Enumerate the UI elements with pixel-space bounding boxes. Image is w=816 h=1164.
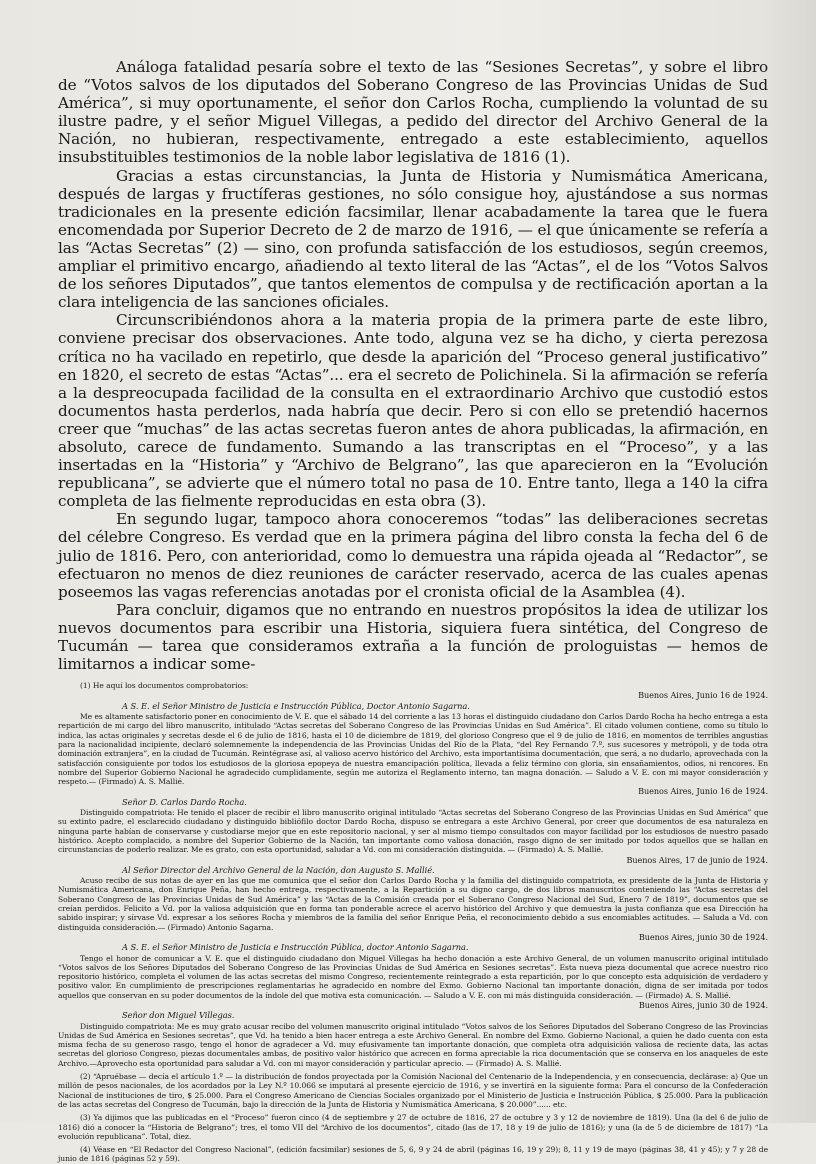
letter-date: Buenos Aires, 17 de junio de 1924. xyxy=(626,854,768,865)
letter-body: Distinguido compatriota: Me es muy grato acusar recibo del volumen manuscrito original intitulado “Votos salvos de los Señores Diputados del Soberano Congreso de las Provincias Unidas de Sud América en Sesiones secretas”, que Vd. ha tenido a bien hacer entrega a este Archivo General. En nombre del Exmo. Gobierno Nacional, a quien he dado cuenta con esta misma fecha de su generoso rasgo, tengo el honor de agradecer a Vd. muy efusivamente tan importante donación, que completa otra adquisición valiosa de reciente data, las actas secretas del glorioso Congreso, piezas documentales ambas, de positivo valor histórico que acrecen en forma apreciable la rica documentación que se conserva en los anaqueles de este Archivo.—Aprovecho esta oportunidad para saludar a Vd. con mi mayor consideración y particular aprecio. — (Firmado) A. S. Mallié. xyxy=(58,1021,768,1068)
letter xyxy=(58,1001,768,1068)
letter-address: Señor D. Carlos Dardo Rocha. xyxy=(122,796,247,807)
footnote: (4) Véase en “El Redactor del Congreso Nacional”, (edición facsimilar) sesiones de 5, 6, 9 y 24 de abril (páginas 16, 19 y 29); 8, 11 y 19 de mayo (páginas 38, 41 y 45); y 7 y 28 de junio de 1816 (páginas 52 y 59). xyxy=(58,1145,768,1164)
paragraph: Para concluir, digamos que no entrando en nuestros propósitos la idea de utilizar los nuevos documentos para escribir una Historia, siquiera fuera sintética, del Congreso de Tucumán — tarea que consideramos extraña a la función de prologuistas — hemos de limitarnos a indicar some- xyxy=(58,600,768,674)
letter xyxy=(58,856,768,932)
letter-address: A S. E. el Señor Ministro de Justicia e Instrucción Pública, doctor Antonio Sagarna. xyxy=(122,942,469,953)
paragraph: Circunscribiéndonos ahora a la materia propia de la primera parte de este libro, conviene precisar dos observaciones. Ante todo, alguna vez se ha dicho, y cierta perezosa crítica no ha vacilado en repetirlo, que desde la aparición del “Proceso general justificativo” en 1820, el secreto de estas “Actas”... era el secreto de Polichinela. Si la afirmación se refería a la despreocupada facilidad de la consulta en el extraordinario Archivo que custodió estos documentos hasta perderlos, nada habría que decir. Pero si con ello se pretendió hacernos creer que “muchas” de las actas secretas fueron antes de ahora publicadas, la afirmación, en absoluto, carece de fundamento. Sumando a las transcriptas en el “Proceso”, y a las insertadas en la “Historia” y “Archivo de Belgrano”, las que aparecieron en la “Evolución republicana”, se advierte que el número total no pasa de 10. Entre tanto, llega a 140 la cifra completa de las fielmente reproducidas en esta obra (3). xyxy=(58,311,768,511)
letter-address: A S. E. el Señor Ministro de Justicia e Instrucción Pública, Doctor Antonio Sagarna. xyxy=(122,700,470,711)
letter xyxy=(58,787,768,854)
letter-address: Al Señor Director del Archivo General de la Nación, don Augusto S. Mallié. xyxy=(122,864,435,875)
letter-date: Buenos Aires, Junio 16 de 1924. xyxy=(638,786,768,797)
letter xyxy=(58,691,768,786)
main-text xyxy=(58,58,768,673)
letter-date: Buenos Aires, junio 30 de 1924. xyxy=(638,931,768,942)
footnote: (2) “Apruébase — decía el artículo 1.º — la distribución de fondos proyectada por la Comisión Nacional del Centenario de la Independencia, y en consecuencia, declárase: a) Que un millón de pesos nacionales, de los acordados por la Ley N.º 10.066 se imputará al presente ejercicio de 1916, y se invertirá en la siguiente forma: Para el concurso de la Confederación Nacional de instituciones de tiro, $ 25.000. Para el Congreso Americano de Ciencias Sociales organizado por el Ministerio de Justicia e Instrucción Pública, $ 25.000. Para la publicación de las actas secretas del Congreso de Tucumán, bajo la dirección de la Junta de Historia y Numismática Americana, $ 20.000”...... etc. xyxy=(58,1072,768,1109)
footnote-intro: (1) He aquí los documentos comprobatorios: xyxy=(80,681,249,691)
paragraph: Análoga fatalidad pesaría sobre el texto de las “Sesiones Secretas”, y sobre el libro de “Votos salvos de los diputados del Soberano Congreso de las Provincias Unidas de Sud América”, si muy oportunamente, el señor don Carlos Rocha, cumpliendo la voluntad de su ilustre padre, y el señor Miguel Villegas, a pedido del director del Archivo General de la Nación, no hubieran, respectivamente, entregado a este establecimiento, aquellos insubstituibles testimonios de la noble labor legislativa de 1816 (1). xyxy=(58,58,768,167)
letter-body: Acuso recibo de sus notas de ayer en las que me comunica que el señor don Carlos Dardo Rocha y la familia del distinguido compatriota, ex presidente de la Junta de Historia y Numismática Americana, don Enrique Peña, han hecho entrega, respectivamente, a la Repartición a su digno cargo, de dos libros manuscritos conteniendo las “Actas secretas del Soberano Congreso de las Provincias Unidas de Sud América” y las “Actas de la Comisión creada por el Soberano Congreso Nacional del Sud, Enero 7 de 1819”, documentos que se creían perdidos. Felicito a Vd. por la valiosa adquisición que en forma tan ponderable acrece el acervo histórico del Archivo y que demuestra la justa confianza que esa Dirección ha sabido inspirar; y sírvase Vd. expresar a los señores Rocha y miembros de la familia del señor Enrique Peña, el reconocimiento debido a sus encomiables actitudes. — Saluda a Vd. con distinguida consideración.— (Firmado) Antonio Sagarna. xyxy=(58,876,768,932)
letter-address: Señor don Miguel Villegas. xyxy=(122,1010,235,1021)
letter-body: Me es altamente satisfactorio poner en conocimiento de V. E. que el sábado 14 del corriente a las 13 horas el distinguido ciudadano don Carlos Dardo Rocha ha hecho entrega a esta repartición de mi cargo del libro manuscrito, intitulado “Actas secretas del Soberano Congreso de las Provincias Unidas en Sud América”. El citado volumen contiene, como su título lo indica, las actas originales y secretas desde el 6 de julio de 1816, hasta el 10 de diciembre de 1819, del glorioso Congreso que el 9 de julio de 1816, en momentos de terribles angustias para la nacionalidad incipiente, declaró solemnemente la independencia de las Provincias Unidas del Río de la Plata, “del Rey Fernando 7.º, sus sucesores y metrópoli, y de toda otra dominación extranjera”, en la ciudad de Tucumán. Reintégrase así, al valioso acervo histórico del Archivo, esta importantísima documentación, que será, a no dudarlo, aprovechada con la satisfacción consiguiente por todos los estudiosos de la gloriosa epopeya de nuestra emancipación política, llevada a feliz término con gloria, sin ensañamientos, odios, ni rencores. En nombre del Superior Gobierno Nacional he agradecido cumplidamente, según me autoriza el Reglamento interno, tan magna donación. — Saludo a V. E. con mi mayor consideración y respeto.— (Firmado) A. S. Mallié. xyxy=(58,712,768,787)
footnotes xyxy=(58,681,768,1164)
paragraph: En segundo lugar, tampoco ahora conoceremos “todas” las deliberaciones secretas del célebre Congreso. Es verdad que en la primera página del libro consta la fecha del 6 de julio de 1816. Pero, con anterioridad, como lo demuestra una rápida ojeada al “Redactor”, se efectuaron no menos de diez reuniones de carácter reservado, acerca de las cuales apenas poseemos las vagas referencias anotadas por el cronista oficial de la Asamblea (4). xyxy=(58,510,768,601)
letter-body: Tengo el honor de comunicar a V. E. que el distinguido ciudadano don Miguel Villegas ha hecho donación a este Archivo General, de un volumen manuscrito original intitulado “Votos salvos de los Señores Diputados del Soberano Congreso de las Provincias Unidas de Sud América en Sesiones secretas”. Esta nueva pieza documental que acrece nuestro rico repositorio histórico, completa el volumen de las actas secretas del mismo Congreso, recientemente reintegrado a esta repartición, por lo que concepto esta adquisición de verdadero y positivo valor. En cumplimiento de prescripciones reglamentarias he agradecido en nombre del Exmo. Gobierno Nacional tan importante donación, digna de ser imitada por todos aquellos que conservan en su poder documentos de la índole del que motiva esta comunicación. — Saludo a V. E. con mi más distinguida consideración. — (Firmado) A. S. Mallié. xyxy=(58,953,768,1000)
footnote: (3) Ya dijimos que las publicadas en el “Proceso” fueron cinco (4 de septiembre y 27 de octubre de 1816, 27 de octubre y 3 y 12 de noviembre de 1819). Una (la del 6 de julio de 1816) dió a conocer la “Historia de Belgrano”; tres, el tomo VII del “Archivo de los documentos”, citado (las de 17, 18 y 19 de julio de 1816); y una (la de 5 de diciembre de 1817) “La evolución republicana”. Total, diez. xyxy=(58,1113,768,1141)
footnote-separator xyxy=(58,673,768,681)
letter xyxy=(58,933,768,1000)
letter-body: Distinguido compatriota: He tenido el placer de recibir el libro manuscrito original intitulado “Actas secretas del Soberano Congreso de las Provincias Unidas en Sud América” que su extinto padre, el esclarecido ciudadano y distinguido bibliófilo doctor Dardo Rocha, dispuso se entregara a este Archivo General, por creer que documentos de esa naturaleza en ninguna parte habían de conservarse y custodiarse mejor que en este repositorio nacional, y ser al mismo tiempo consultados con mayor facilidad por los estudiosos de nuestro pasado histórico. Acepto complacido, a nombre del Superior Gobierno de la Nación, tan importante como valiosa donación, rasgo digno de ser imitado por todos aquellos que se hallan en circunstancias de poderlo realizar. Me es grato, con esta oportunidad, saludar a Vd. con mi consideración distinguida. — (Firmado) A. S. Mallié. xyxy=(58,808,768,855)
letter-date: Buenos Aires, junio 30 de 1924. xyxy=(638,999,768,1010)
paragraph: Gracias a estas circunstancias, la Junta de Historia y Numismática Americana, después de largas y fructíferas gestiones, no sólo consigue hoy, ajustándose a sus normas tradicionales en la presente edición facsimilar, llenar acabadamente la tarea que le fuera encomendada por Superior Decreto de 2 de marzo de 1916, — el que únicamente se refería a las “Actas Secretas” (2) — sino, con profunda satisfacción de los estudiosos, según creemos, ampliar el primitivo encargo, añadiendo al texto literal de las “Actas”, el de los “Votos Salvos de los señores Diputados”, que tantos elementos de compulsa y de rectificación aportan a la clara inteligencia de las sanciones oficiales. xyxy=(58,166,768,312)
letter-date: Buenos Aires, Junio 16 de 1924. xyxy=(638,690,768,701)
